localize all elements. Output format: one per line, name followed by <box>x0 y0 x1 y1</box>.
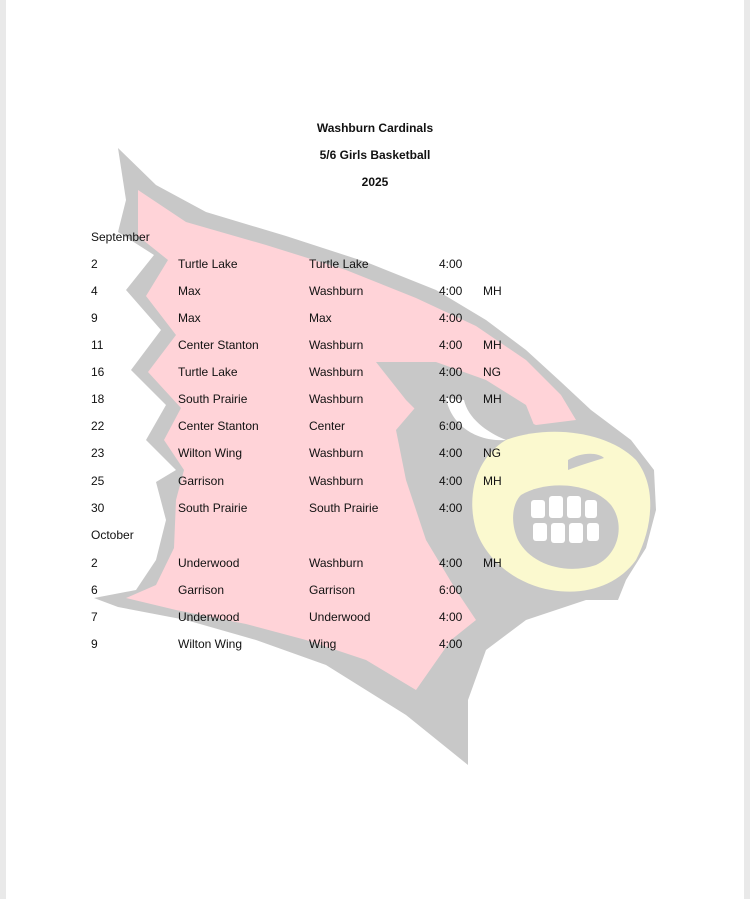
game-row <box>6 580 744 600</box>
game-row <box>6 335 744 355</box>
month-label: October <box>91 528 134 542</box>
game-date: 22 <box>91 419 105 433</box>
game-location: Underwood <box>309 610 371 624</box>
game-date: 4 <box>91 284 98 298</box>
game-time: 4:00 <box>439 610 463 624</box>
season-year: 2025 <box>361 175 389 189</box>
game-location: Washburn <box>309 556 364 570</box>
game-time: 4:00 <box>439 257 463 271</box>
game-opponent: Max <box>178 311 201 325</box>
document-page <box>6 0 744 899</box>
game-location: Center <box>309 419 346 433</box>
game-date: 6 <box>91 583 98 597</box>
game-row <box>6 389 744 409</box>
page-title: Washburn Cardinals <box>316 121 434 135</box>
game-date: 9 <box>91 311 98 325</box>
game-location: Turtle Lake <box>309 257 369 271</box>
game-time: 4:00 <box>439 501 463 515</box>
game-note: MH <box>483 556 502 570</box>
game-note: NG <box>483 365 501 379</box>
game-date: 30 <box>91 501 105 515</box>
game-location: Washburn <box>309 284 364 298</box>
game-row <box>6 607 744 627</box>
game-row <box>6 471 744 491</box>
month-label: September <box>91 230 150 244</box>
game-opponent: Wilton Wing <box>178 637 243 651</box>
page-subtitle: 5/6 Girls Basketball <box>319 148 431 162</box>
game-location: Washburn <box>309 392 364 406</box>
game-row <box>6 553 744 573</box>
game-location: Max <box>309 311 332 325</box>
game-row <box>6 308 744 328</box>
game-time: 4:00 <box>439 311 463 325</box>
game-date: 23 <box>91 446 105 460</box>
game-opponent: Garrison <box>178 474 225 488</box>
game-row <box>6 281 744 301</box>
game-date: 7 <box>91 610 98 624</box>
game-opponent: Turtle Lake <box>178 365 238 379</box>
game-time: 4:00 <box>439 365 463 379</box>
game-location: Wing <box>309 637 337 651</box>
game-row <box>6 254 744 274</box>
game-note: MH <box>483 474 502 488</box>
game-date: 25 <box>91 474 105 488</box>
game-time: 4:00 <box>439 474 463 488</box>
game-note: MH <box>483 338 502 352</box>
game-row <box>6 362 744 382</box>
game-date: 16 <box>91 365 105 379</box>
game-note: MH <box>483 284 502 298</box>
game-opponent: Underwood <box>178 610 240 624</box>
game-location: South Prairie <box>309 501 379 515</box>
game-opponent: Wilton Wing <box>178 446 243 460</box>
game-time: 4:00 <box>439 446 463 460</box>
game-location: Washburn <box>309 365 364 379</box>
game-time: 4:00 <box>439 338 463 352</box>
game-opponent: Turtle Lake <box>178 257 238 271</box>
game-date: 9 <box>91 637 98 651</box>
game-opponent: South Prairie <box>178 501 248 515</box>
game-row <box>6 498 744 518</box>
game-date: 18 <box>91 392 105 406</box>
game-row <box>6 443 744 463</box>
game-row <box>6 416 744 436</box>
game-date: 2 <box>91 556 98 570</box>
game-opponent: Center Stanton <box>178 338 259 352</box>
schedule-list <box>6 0 744 899</box>
game-opponent: Underwood <box>178 556 240 570</box>
game-opponent: Garrison <box>178 583 225 597</box>
game-time: 4:00 <box>439 392 463 406</box>
game-time: 4:00 <box>439 556 463 570</box>
month-heading-october <box>6 525 744 545</box>
game-time: 4:00 <box>439 637 463 651</box>
game-opponent: South Prairie <box>178 392 248 406</box>
game-time: 6:00 <box>439 583 463 597</box>
game-row <box>6 634 744 654</box>
game-opponent: Max <box>178 284 201 298</box>
game-location: Garrison <box>309 583 356 597</box>
game-time: 6:00 <box>439 419 463 433</box>
game-location: Washburn <box>309 446 364 460</box>
month-heading-september <box>6 227 744 247</box>
game-date: 2 <box>91 257 98 271</box>
game-date: 11 <box>91 338 104 352</box>
game-time: 4:00 <box>439 284 463 298</box>
game-location: Washburn <box>309 474 364 488</box>
game-opponent: Center Stanton <box>178 419 259 433</box>
game-note: MH <box>483 392 502 406</box>
game-location: Washburn <box>309 338 364 352</box>
game-note: NG <box>483 446 501 460</box>
